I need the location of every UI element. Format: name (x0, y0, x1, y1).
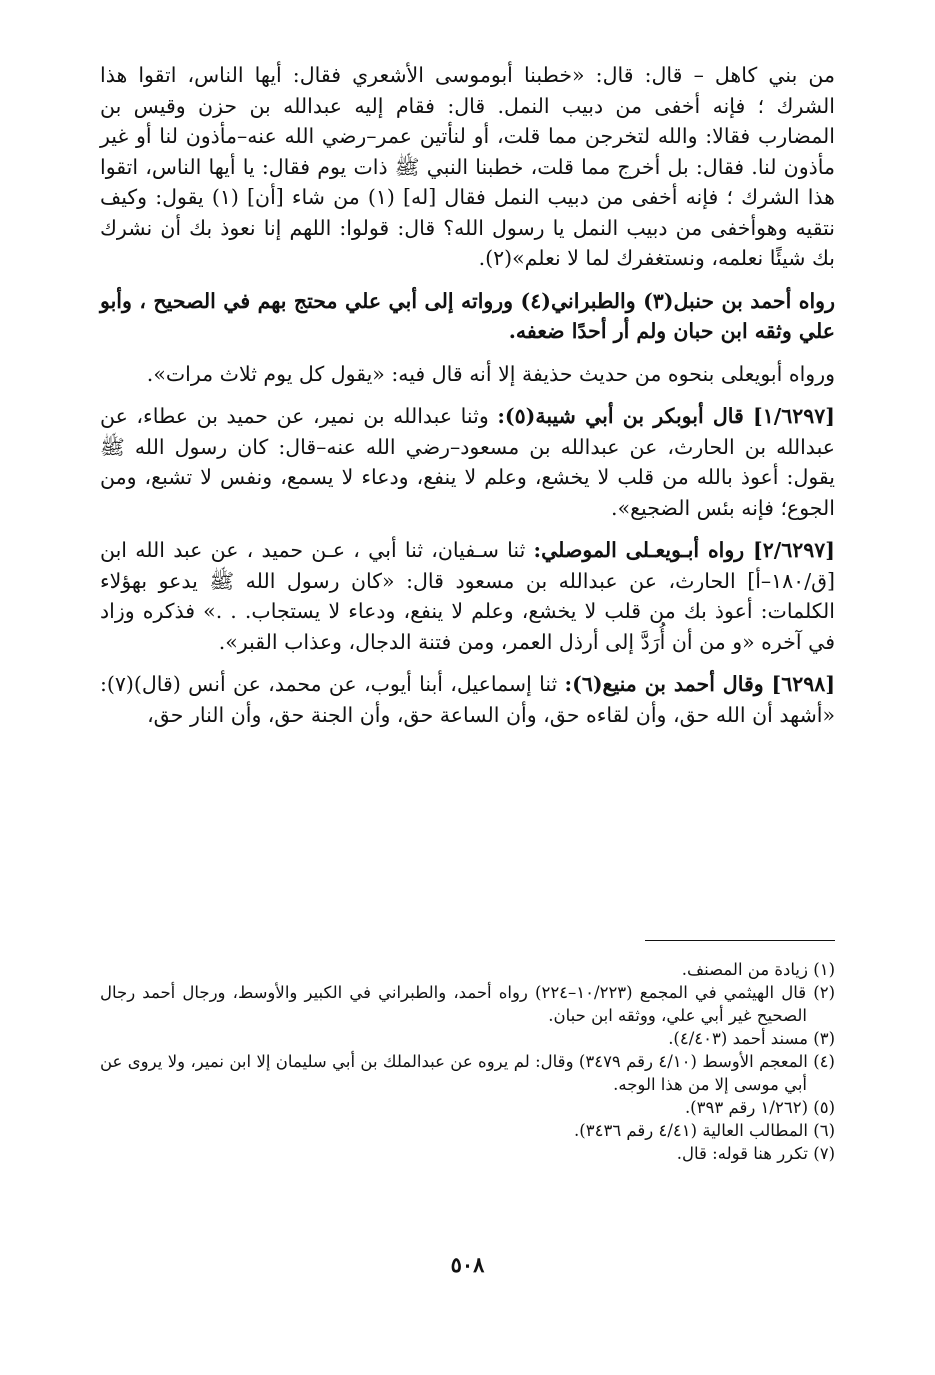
hadith-body: وثنا عبدالله بن نمير، عن حميد بن عطاء، عن عبدالله بن الحارث، عن عبدالله بن مسعود–رضي الله عنه–قال: كان رسول الله ﷺ يقول: أعوذ بالله من قلب لا يخشع، وعلم لا ينفع، ودعاء لا يسمع، ونفس لا تشبع، ومن الجوع؛ فإنه بئس الضجيع». (100, 404, 835, 520)
footnote: (٤) المعجم الأوسط (٤/١٠ رقم ٣٤٧٩) وقال: لم يروه عن عبدالملك بن أبي سليمان إلا ابن نمير، ولا يروى عن أبي موسى إلا من هذا الوجه. (100, 1052, 835, 1094)
footnote: (٧) تكرر هنا قوله: قال. (676, 1144, 835, 1163)
footnotes (100, 958, 835, 1165)
hadith-body: ثنا سـفيان، ثنا أبي ، عـن حميد ، عن عبد الله ابن [ق/١٨٠–أ] الحارث، عن عبدالله بن مسعود قال: «كان رسول الله ﷺ يدعو بهؤلاء الكلمات: أعوذ بك من قلب لا يخشع، وعلم لا ينفع، ودعاء لا يستجاب. . .» فذكره وزاد في آخره «و من أن أُرَدَّ إلى أرذل العمر، ومن فتنة الدجال، وعذاب القبر». (100, 538, 835, 654)
paragraph-hadith-abu-musa: من بني كاهل – قال: قال: «خطبنا أبوموسى الأشعري فقال: أيها الناس، اتقوا هذا الشرك ؛ فإنه أخفى من دبيب النمل. قال: فقام إليه عبدالله بن حزن وقيس بن المضارب فقالا: والله لتخرجن مما قلت، أو لنأتين عمر–رضي الله عنه–مأذون لنا أو غير مأذون لنا. فقال: بل أخرج مما قلت، خطبنا النبي ﷺ ذات يوم فقال: يا أيها الناس، اتقوا هذا الشرك ؛ فإنه أخفى من دبيب النمل فقال [له] (١) من شاء [أن] (١) يقول: وكيف نتقيه وهوأخفى من دبيب النمل يا رسول الله؟ قال: قولوا: اللهم إنا نعوذ بك أن نشرك بك شيئًا نعلمه، ونستغفرك لما لا نعلم»(٢). (100, 63, 835, 270)
footnote: (٢) قال الهيثمي في المجمع (١٠/٢٢٣–٢٢٤) رواه أحمد، والطبراني في الكبير والأوسط، ورجال أحمد رجال الصحيح غير أبي علي، ووثقه ابن حبان. (100, 983, 836, 1025)
footnote: (٥) (١/٢٦٢ رقم ٣٩٣). (684, 1098, 835, 1117)
paragraph-takhrij-ahmad: رواه أحمد بن حنبل(٣) والطبراني(٤) ورواته إلى أبي علي محتج بهم في الصحيح ، وأبو علي وثقه ابن حبان ولم أر أحدًا ضعفه. (100, 288, 835, 343)
paragraph-hadith-6298 (100, 669, 835, 730)
hadith-heading: [٦٢٩٨] وقال أحمد بن منيع(٦): (564, 672, 836, 696)
footnote-divider (645, 940, 835, 941)
paragraph-abu-yala-note: ورواه أبويعلى بنحوه من حديث حذيفة إلا أنه قال فيه: «يقول كل يوم ثلاث مرات». (146, 361, 835, 386)
footnote: (٣) مسند أحمد (٤/٤٠٣). (668, 1029, 835, 1048)
main-text (100, 60, 835, 742)
footnote: (١) زيادة من المصنف. (681, 960, 835, 979)
footnote: (٦) المطالب العالية (٤/٤١ رقم ٣٤٣٦). (574, 1121, 835, 1140)
hadith-heading: [١/٦٢٩٧] قال أبوبكر بن أبي شيبة(٥): (497, 404, 835, 428)
paragraph-hadith-6297-2 (100, 535, 835, 657)
paragraph-hadith-6297-1 (100, 401, 835, 523)
page-number: ٥٠٨ (450, 1252, 485, 1277)
hadith-heading: [٢/٦٢٩٧] رواه أبـويعـلى الموصلي: (533, 538, 835, 562)
hadith-body: ثنا إسماعيل، أبنا أيوب، عن محمد، عن أنس (قال)(٧): «أشهد أن الله حق، وأن لقاءه حق، وأن الساعة حق، وأن الجنة حق، وأن النار حق، (100, 672, 835, 727)
